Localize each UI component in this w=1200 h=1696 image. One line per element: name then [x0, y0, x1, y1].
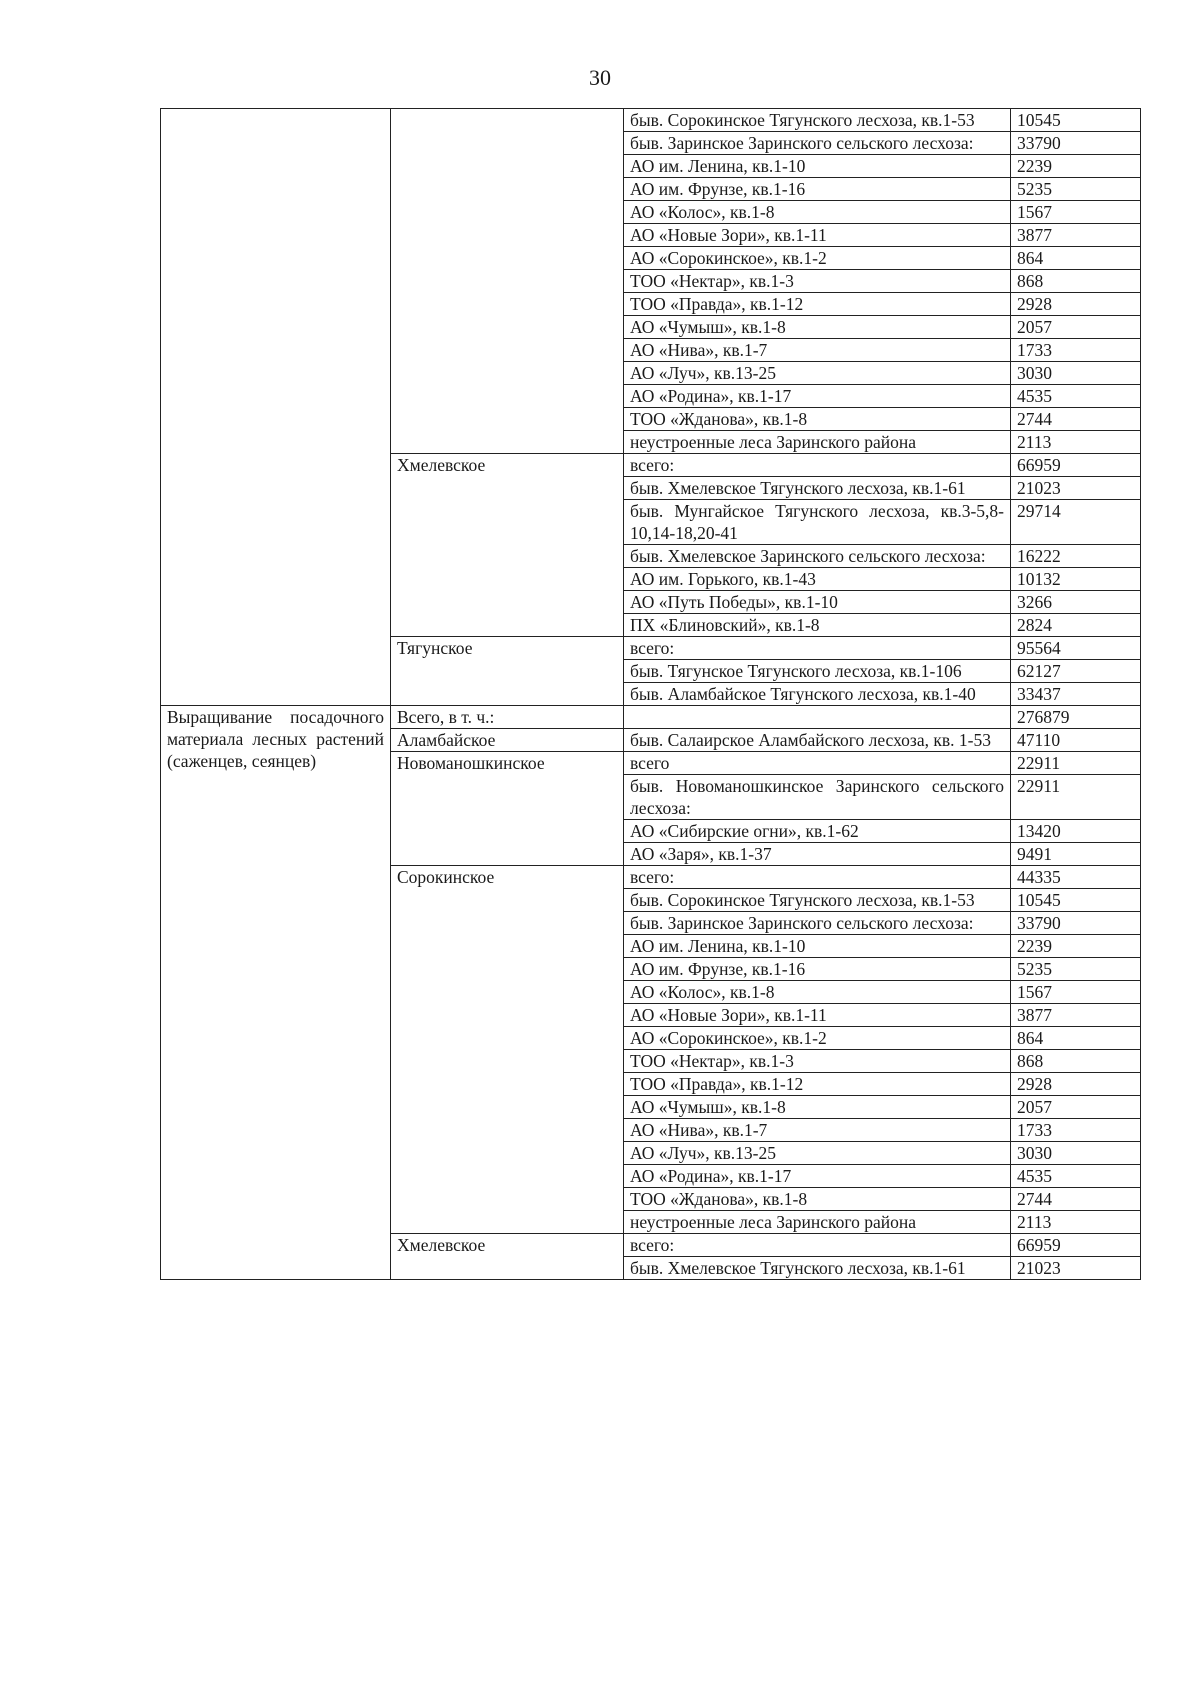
location-cell: неустроенные леса Заринского района	[624, 431, 1011, 454]
area-value-cell: 44335	[1011, 866, 1141, 889]
location-cell: АО им. Фрунзе, кв.1-16	[624, 178, 1011, 201]
location-cell: АО «Колос», кв.1-8	[624, 981, 1011, 1004]
location-cell: АО «Путь Победы», кв.1-10	[624, 591, 1011, 614]
location-cell: всего:	[624, 1234, 1011, 1257]
forestry-cell: Хмелевское	[391, 1234, 624, 1280]
table-row	[161, 109, 1141, 132]
location-cell: АО «Заря», кв.1-37	[624, 843, 1011, 866]
location-cell: АО «Нива», кв.1-7	[624, 339, 1011, 362]
area-value-cell: 33437	[1011, 683, 1141, 706]
forestry-cell	[391, 109, 624, 454]
area-value-cell: 3030	[1011, 1142, 1141, 1165]
location-cell: всего	[624, 752, 1011, 775]
forest-table-body	[161, 109, 1141, 1280]
area-value-cell: 66959	[1011, 454, 1141, 477]
area-value-cell: 1733	[1011, 1119, 1141, 1142]
location-cell: АО «Сорокинское», кв.1-2	[624, 1027, 1011, 1050]
location-cell: всего:	[624, 454, 1011, 477]
location-cell: АО им. Ленина, кв.1-10	[624, 155, 1011, 178]
location-cell: быв. Сорокинское Тягунского лесхоза, кв.1-53	[624, 109, 1011, 132]
location-cell: АО «Новые Зори», кв.1-11	[624, 224, 1011, 247]
location-cell: АО «Нива», кв.1-7	[624, 1119, 1011, 1142]
area-value-cell: 5235	[1011, 178, 1141, 201]
area-value-cell: 2239	[1011, 155, 1141, 178]
location-cell: быв. Хмелевское Тягунского лесхоза, кв.1-61	[624, 1257, 1011, 1280]
area-value-cell: 2057	[1011, 1096, 1141, 1119]
area-value-cell: 276879	[1011, 706, 1141, 729]
area-value-cell: 22911	[1011, 775, 1141, 820]
location-cell: АО «Колос», кв.1-8	[624, 201, 1011, 224]
area-value-cell: 13420	[1011, 820, 1141, 843]
area-value-cell: 3266	[1011, 591, 1141, 614]
location-cell: всего:	[624, 637, 1011, 660]
location-cell: ТОО «Жданова», кв.1-8	[624, 408, 1011, 431]
location-cell: быв. Новоманошкинское Заринского сельского лесхоза:	[624, 775, 1011, 820]
location-cell: быв. Сорокинское Тягунского лесхоза, кв.1-53	[624, 889, 1011, 912]
location-cell: быв. Мунгайское Тягунского лесхоза, кв.3-5,8-10,14-18,20-41	[624, 500, 1011, 545]
area-value-cell: 9491	[1011, 843, 1141, 866]
area-value-cell: 1733	[1011, 339, 1141, 362]
area-value-cell: 2057	[1011, 316, 1141, 339]
page-number: 30	[589, 65, 611, 90]
area-value-cell: 62127	[1011, 660, 1141, 683]
location-cell: ТОО «Нектар», кв.1-3	[624, 1050, 1011, 1073]
location-cell: АО им. Ленина, кв.1-10	[624, 935, 1011, 958]
area-value-cell: 5235	[1011, 958, 1141, 981]
location-cell: всего:	[624, 866, 1011, 889]
activity-cell	[161, 109, 391, 706]
location-cell: быв. Аламбайское Тягунского лесхоза, кв.1-40	[624, 683, 1011, 706]
area-value-cell: 10545	[1011, 109, 1141, 132]
location-cell: АО «Новые Зори», кв.1-11	[624, 1004, 1011, 1027]
location-cell: ТОО «Правда», кв.1-12	[624, 1073, 1011, 1096]
area-value-cell: 2928	[1011, 293, 1141, 316]
area-value-cell: 4535	[1011, 1165, 1141, 1188]
area-value-cell: 21023	[1011, 1257, 1141, 1280]
area-value-cell: 2744	[1011, 408, 1141, 431]
location-cell	[624, 706, 1011, 729]
area-value-cell: 1567	[1011, 981, 1141, 1004]
area-value-cell: 21023	[1011, 477, 1141, 500]
area-value-cell: 864	[1011, 247, 1141, 270]
forest-table	[160, 108, 1141, 1280]
location-cell: АО «Сибирские огни», кв.1-62	[624, 820, 1011, 843]
location-cell: быв. Заринское Заринского сельского лесхоза:	[624, 912, 1011, 935]
forestry-cell: Сорокинское	[391, 866, 624, 1234]
location-cell: АО «Сорокинское», кв.1-2	[624, 247, 1011, 270]
location-cell: АО «Чумыш», кв.1-8	[624, 1096, 1011, 1119]
area-value-cell: 2928	[1011, 1073, 1141, 1096]
location-cell: быв. Хмелевское Тягунского лесхоза, кв.1-61	[624, 477, 1011, 500]
location-cell: неустроенные леса Заринского района	[624, 1211, 1011, 1234]
area-value-cell: 66959	[1011, 1234, 1141, 1257]
area-value-cell: 10132	[1011, 568, 1141, 591]
location-cell: АО «Родина», кв.1-17	[624, 385, 1011, 408]
area-value-cell: 29714	[1011, 500, 1141, 545]
area-value-cell: 95564	[1011, 637, 1141, 660]
location-cell: ТОО «Правда», кв.1-12	[624, 293, 1011, 316]
area-value-cell: 33790	[1011, 132, 1141, 155]
forestry-cell: Тягунское	[391, 637, 624, 706]
location-cell: быв. Хмелевское Заринского сельского лесхоза:	[624, 545, 1011, 568]
area-value-cell: 3877	[1011, 224, 1141, 247]
area-value-cell: 22911	[1011, 752, 1141, 775]
location-cell: АО «Луч», кв.13-25	[624, 1142, 1011, 1165]
area-value-cell: 864	[1011, 1027, 1141, 1050]
area-value-cell: 4535	[1011, 385, 1141, 408]
location-cell: АО им. Горького, кв.1-43	[624, 568, 1011, 591]
location-cell: ТОО «Жданова», кв.1-8	[624, 1188, 1011, 1211]
area-value-cell: 47110	[1011, 729, 1141, 752]
area-value-cell: 1567	[1011, 201, 1141, 224]
area-value-cell: 2113	[1011, 431, 1141, 454]
area-value-cell: 33790	[1011, 912, 1141, 935]
area-value-cell: 3030	[1011, 362, 1141, 385]
area-value-cell: 868	[1011, 1050, 1141, 1073]
location-cell: АО «Чумыш», кв.1-8	[624, 316, 1011, 339]
location-cell: АО «Родина», кв.1-17	[624, 1165, 1011, 1188]
area-value-cell: 868	[1011, 270, 1141, 293]
location-cell: ПХ «Блиновский», кв.1-8	[624, 614, 1011, 637]
area-value-cell: 3877	[1011, 1004, 1141, 1027]
area-value-cell: 2239	[1011, 935, 1141, 958]
area-value-cell: 2824	[1011, 614, 1141, 637]
activity-cell: Выращивание посадочного материала лесных растений (саженцев, сеянцев)	[161, 706, 391, 1280]
forestry-cell: Всего, в т. ч.:	[391, 706, 624, 729]
area-value-cell: 16222	[1011, 545, 1141, 568]
location-cell: АО им. Фрунзе, кв.1-16	[624, 958, 1011, 981]
forestry-cell: Хмелевское	[391, 454, 624, 637]
area-value-cell: 10545	[1011, 889, 1141, 912]
location-cell: АО «Луч», кв.13-25	[624, 362, 1011, 385]
forestry-cell: Аламбайское	[391, 729, 624, 752]
location-cell: быв. Тягунское Тягунского лесхоза, кв.1-106	[624, 660, 1011, 683]
area-value-cell: 2744	[1011, 1188, 1141, 1211]
location-cell: быв. Заринское Заринского сельского лесхоза:	[624, 132, 1011, 155]
location-cell: быв. Салаирское Аламбайского лесхоза, кв. 1-53	[624, 729, 1011, 752]
table-row	[161, 706, 1141, 729]
area-value-cell: 2113	[1011, 1211, 1141, 1234]
location-cell: ТОО «Нектар», кв.1-3	[624, 270, 1011, 293]
forestry-cell: Новоманошкинское	[391, 752, 624, 866]
